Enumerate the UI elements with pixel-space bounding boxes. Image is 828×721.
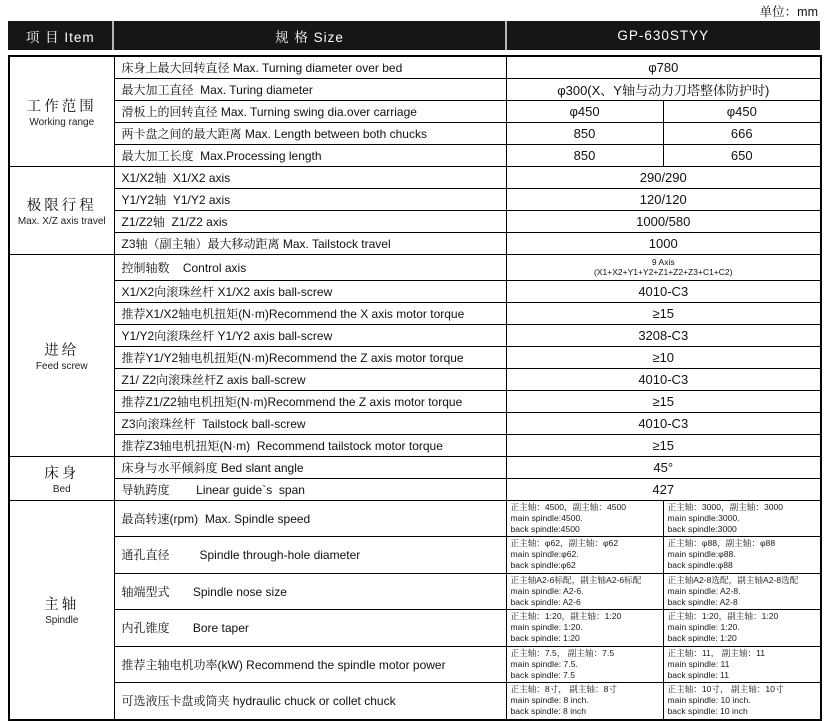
table-row [9,683,821,720]
category-zh: 床身 [44,465,80,482]
category-zh: 进给 [44,342,80,359]
spec-value-cell: ≥15 [506,434,821,456]
spec-value-cell: 850 [506,122,663,144]
table-row [9,232,821,254]
spec-value-line: back spindle:φ62 [510,560,576,571]
spec-value-cell [663,683,821,720]
spec-value-cell: 45° [506,456,821,478]
spec-value-line: back spindle: 10 inch [667,706,748,717]
spec-value-cell: 1000/580 [506,210,821,232]
spec-value-line: main spindle:4500. [510,512,583,523]
spec-value-cell: φ450 [506,100,663,122]
spec-value-cell [506,573,663,610]
table-row [9,610,821,647]
spec-label-cell: 两卡盘之间的最大距离 Max. Length between both chucks [114,122,506,144]
table-row [9,346,821,368]
table-row [9,412,821,434]
spec-value-line: back spindle: A2-8 [667,596,738,607]
spec-value-cell [506,500,663,537]
spec-value-cell: 120/120 [506,188,821,210]
spec-value-cell: ≥15 [506,390,821,412]
category-zh: 主轴 [44,597,80,614]
spec-value-cell [506,610,663,647]
spec-label-cell: Z1/ Z2向滚珠丝杆Z axis ball-screw [114,368,506,390]
spec-table [8,55,822,721]
category-zh: 工作范围 [26,98,97,115]
spec-value-line: 正主轴A2-6标配，副主轴A2-6标配 [510,574,642,585]
spec-value-cell: 4010-C3 [506,280,821,302]
spec-value-cell: 650 [663,144,821,166]
spec-value-cell: 4010-C3 [506,368,821,390]
unit-label: 单位：mm [759,5,818,19]
spec-label-cell: 导轨跨度 Linear guide`s span [114,478,506,500]
spec-value-line: back spindle: 1:20 [667,633,737,644]
spec-value-cell [663,537,821,574]
spec-label-cell: 推荐Y1/Y2轴电机扭矩(N·m)Recommend the Z axis motor torque [114,346,506,368]
spec-label-cell: X1/X2向滚珠丝杆 X1/X2 axis ball-screw [114,280,506,302]
table-row [9,368,821,390]
spec-value-line: 正主轴A2-8选配，副主轴A2-8选配 [667,574,799,585]
table-row [9,144,821,166]
spec-value-line: 正主轴：1:20，副主轴：1:20 [667,611,779,622]
spec-label-cell: 床身与水平倾斜度 Bed slant angle [114,456,506,478]
table-row [9,500,821,537]
spec-value-line: main spindle: 7.5. [510,658,578,669]
spec-value-line: (X1+X2+Y1+Y2+Z1+Z2+Z3+C1+C2) [594,267,733,277]
spec-label-cell: Z1/Z2轴 Z1/Z2 axis [114,210,506,232]
table-row [9,302,821,324]
spec-label-cell: Z3轴（副主轴）最大移动距离 Max. Tailstock travel [114,232,506,254]
spec-value-line: 正主轴：φ88，副主轴：φ88 [667,538,776,549]
spec-value-line: main spindle:3000. [667,512,740,523]
table-row [9,646,821,683]
spec-value-line: main spindle: A2-8. [667,585,741,596]
spec-value-line: 正主轴：7.5， 副主轴：7.5 [510,647,615,658]
table-row [9,573,821,610]
header-model-cell: GP-630STYY [505,21,820,50]
spec-label-cell: Y1/Y2轴 Y1/Y2 axis [114,188,506,210]
spec-value-cell [506,254,821,280]
table-row [9,56,821,78]
spec-label-cell: Y1/Y2向滚珠丝杆 Y1/Y2 axis ball-screw [114,324,506,346]
spec-label-cell: 最大加工长度 Max.Processing length [114,144,506,166]
spec-label-cell: 内孔锥度 Bore taper [114,610,506,647]
spec-value-cell: ≥15 [506,302,821,324]
spec-label-cell: 滑板上的回转直径 Max. Turning swing dia.over carriage [114,100,506,122]
table-row [9,254,821,280]
table-row [9,122,821,144]
spec-value-line: 9 Axis [651,256,675,267]
spec-value-line: main spindle: A2-6. [510,585,584,596]
category-en: Max. X/Z axis travel [17,215,106,227]
spec-value-cell [506,683,663,720]
table-header [8,21,820,50]
spec-value-cell: φ450 [663,100,821,122]
table-row [9,280,821,302]
spec-value-line: main spindle:φ62. [510,549,579,560]
spec-sheet [8,0,820,721]
spec-value-line: back spindle: 11 [667,669,729,680]
spec-value-line: main spindle: 8 inch. [510,695,589,706]
table-row [9,390,821,412]
spec-value-cell [506,537,663,574]
spec-label-cell: 推荐Z3轴电机扭矩(N·m) Recommend tailstock motor torque [114,434,506,456]
spec-value-cell: 427 [506,478,821,500]
header-item-cell: 项 目 Item [25,29,95,45]
spec-label-cell: 床身上最大回转直径 Max. Turning diameter over bed [114,56,506,78]
spec-label-cell: 可选液压卡盘或筒夹 hydraulic chuck or collet chuck [114,683,506,720]
spec-label-cell: 最高转速(rpm) Max. Spindle speed [114,500,506,537]
spec-value-line: main spindle: 10 inch. [667,695,751,706]
spec-value-line: 正主轴：10寸， 副主轴：10寸 [667,684,784,695]
spec-value-cell: 666 [663,122,821,144]
spec-value-line: back spindle: A2-6 [510,596,581,607]
category-en: Feed screw [35,360,88,372]
category-cell [9,500,114,720]
table-row [9,100,821,122]
spec-value-cell: 1000 [506,232,821,254]
spec-label-cell: X1/X2轴 X1/X2 axis [114,166,506,188]
spec-label-cell: 控制轴数 Control axis [114,254,506,280]
category-cell [9,254,114,456]
category-cell [9,456,114,500]
spec-value-cell: 290/290 [506,166,821,188]
spec-value-cell: ≥10 [506,346,821,368]
spec-value-line: main spindle:φ88. [667,549,736,560]
spec-value-cell [663,610,821,647]
spec-value-line: 正主轴：1:20，副主轴：1:20 [510,611,622,622]
spec-value-line: 正主轴：3000，副主轴：3000 [667,501,784,512]
spec-label-cell: 推荐Z1/Z2轴电机扭矩(N·m)Recommend the Z axis motor torque [114,390,506,412]
spec-label-cell: 轴端型式 Spindle nose size [114,573,506,610]
spec-label-cell: 通孔直径 Spindle through-hole diameter [114,537,506,574]
spec-label-cell: 推荐X1/X2轴电机扭矩(N·m)Recommend the X axis motor torque [114,302,506,324]
category-en: Spindle [45,615,79,627]
table-row [9,78,821,100]
spec-value-line: back spindle: 1:20 [510,633,580,644]
spec-value-cell: 4010-C3 [506,412,821,434]
spec-value-line: 正主轴：4500，副主轴：4500 [510,501,627,512]
spec-value-line: back spindle:3000 [667,523,737,534]
table-row [9,537,821,574]
spec-value-line: main spindle: 1:20. [510,622,583,633]
table-row [9,324,821,346]
table-row [9,478,821,500]
spec-value-line: main spindle: 11 [667,658,730,669]
spec-value-cell: φ780 [506,56,821,78]
spec-value-cell [663,500,821,537]
spec-value-cell: φ300(X、Y轴与动力刀塔整体防护时) [506,78,821,100]
table-row [9,456,821,478]
spec-value-line: 正主轴：φ62，副主轴：φ62 [510,538,619,549]
spec-label-cell: Z3向滚珠丝杆 Tailstock ball-screw [114,412,506,434]
spec-label-cell: 最大加工直径 Max. Turing diameter [114,78,506,100]
category-en: Bed [52,483,71,495]
table-row [9,188,821,210]
spec-value-line: 正主轴：11， 副主轴：11 [667,647,766,658]
spec-value-line: back spindle:φ88 [667,560,733,571]
spec-value-cell [663,573,821,610]
header-size-cell: 规 格 Size [112,21,504,50]
table-row [9,210,821,232]
spec-value-line: back spindle: 7.5 [510,669,575,680]
spec-value-cell [506,646,663,683]
spec-value-line: back spindle: 8 inch [510,706,586,717]
table-row [9,166,821,188]
spec-value-cell: 850 [506,144,663,166]
category-cell [9,166,114,254]
category-zh: 极限行程 [26,197,97,214]
spec-label-cell: 推荐主轴电机功率(kW) Recommend the spindle motor power [114,646,506,683]
spec-value-line: 正主轴：8寸， 副主轴：8寸 [510,684,617,695]
spec-value-cell [663,646,821,683]
spec-value-line: main spindle: 1:20. [667,622,740,633]
spec-value-line: back spindle:4500 [510,523,580,534]
category-cell [9,56,114,166]
spec-value-cell: 3208-C3 [506,324,821,346]
table-row [9,434,821,456]
category-en: Working range [29,116,95,128]
